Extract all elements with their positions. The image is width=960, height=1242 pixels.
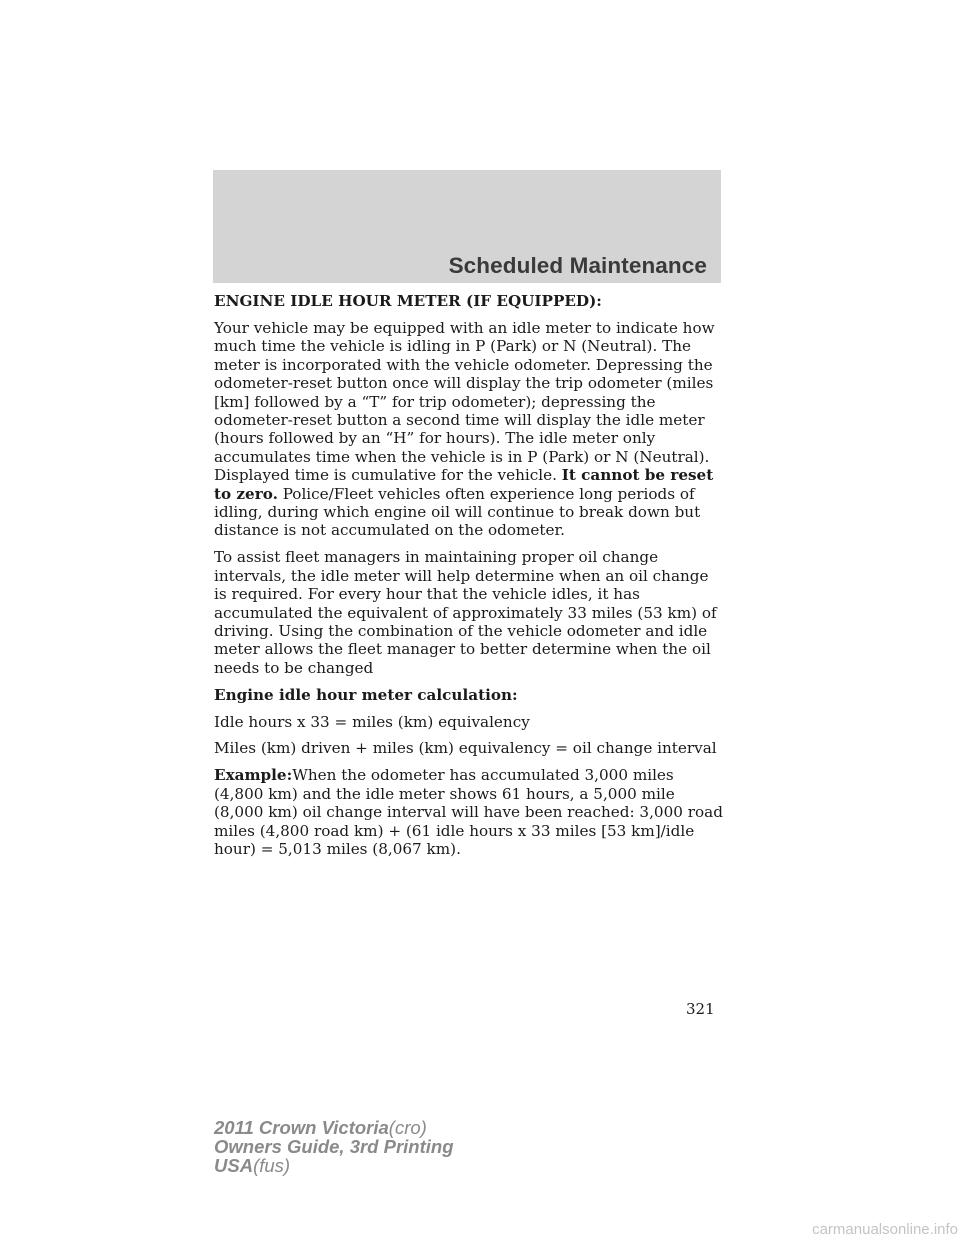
footer-model: 2011 Crown Victoria xyxy=(214,1117,389,1138)
footer-market-code: (fus) xyxy=(253,1155,291,1176)
footer-model-code: (cro) xyxy=(388,1117,427,1138)
formula-equivalency: Idle hours x 33 = miles (km) equivalency xyxy=(214,712,530,731)
manual-content xyxy=(214,292,724,867)
example-paragraph xyxy=(214,766,724,858)
formula-interval: Miles (km) driven + miles (km) equivalency = oil change interval xyxy=(214,739,717,758)
paragraph-text: Your vehicle may be equipped with an idle meter to indicate how much time the vehicle is idling in P (Park) or N (Neutral). The meter is incorporated with the vehicle odometer. Depressing the odometer-reset button once will display the trip odometer (miles [km] followed by a “T” for trip odometer); depressing the odometer-reset button a second time will display the idle meter (hours followed by an “H” for hours). The idle meter only accumulates time when the vehicle is in P (Park) or N (Neutral). Displayed time is cumulative for the vehicle. xyxy=(214,318,715,485)
emphasis-text: It cannot be reset to zero. xyxy=(214,466,714,503)
paragraph-fleet-managers: To assist fleet managers in maintaining proper oil change intervals, the idle meter will help determine when an oil change is required. For every hour that the vehicle idles, it has accumulated the equivalent of approximately 33 miles (53 km) of driving. Using the combination of the vehicle odometer and idle meter allows the fleet manager to better determine when the oil needs to be changed xyxy=(214,548,717,677)
paragraph-text: Police/Fleet vehicles often experience long periods of idling, during which engine oil will continue to break down but distance is not accumulated on the odometer. xyxy=(214,484,701,540)
page-number: 321 xyxy=(686,1000,715,1018)
section-title: Scheduled Maintenance xyxy=(448,253,707,278)
footer-line-3 xyxy=(214,1156,454,1175)
footer-line-1 xyxy=(214,1118,454,1137)
footer-market: USA xyxy=(214,1155,254,1176)
document-footer xyxy=(214,1118,454,1175)
watermark: carmanualsonline.info xyxy=(812,1221,958,1238)
example-label: Example: xyxy=(214,766,293,785)
calculation-heading: Engine idle hour meter calculation: xyxy=(214,685,518,704)
example-text: When the odometer has accumulated 3,000 miles (4,800 km) and the idle meter shows 61 hours, a 5,000 mile (8,000 km) oil change interval will have been reached: 3,000 road miles (4,800 road km) + (61 idle hours x 33 miles [53 km]/idle hour) = 5,013 miles (8,067 km). xyxy=(214,766,723,858)
section-header-band xyxy=(213,170,721,283)
paragraph-idle-meter xyxy=(214,319,724,540)
section-heading: ENGINE IDLE HOUR METER (IF EQUIPPED): xyxy=(214,292,602,310)
footer-line-2: Owners Guide, 3rd Printing xyxy=(214,1136,454,1157)
